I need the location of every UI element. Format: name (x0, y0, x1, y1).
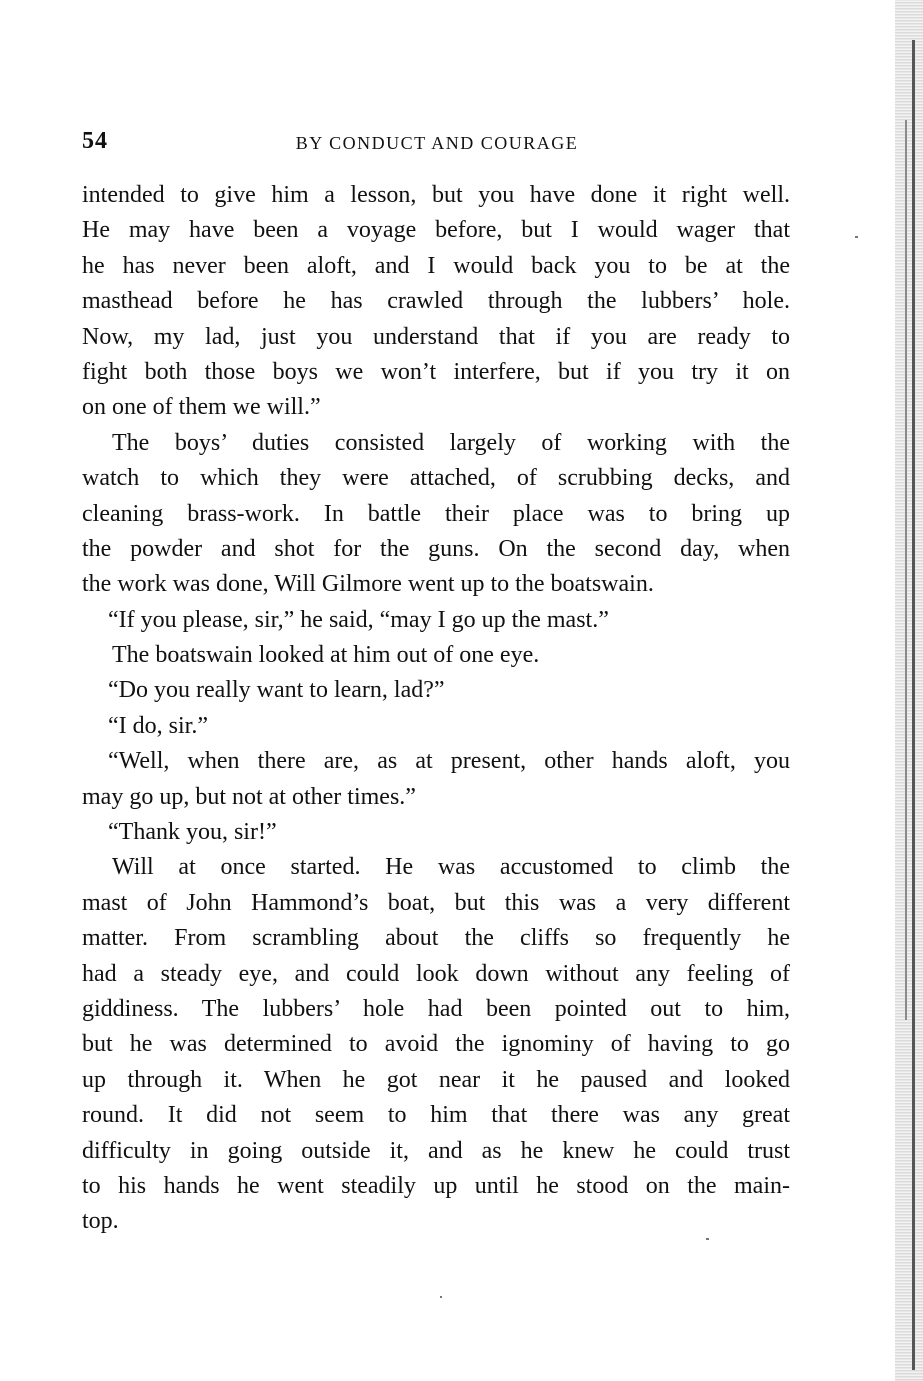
text-line: masthead before he has crawled through the lubbers’ hole. (82, 288, 790, 315)
text-line: may go up, but not at other times.” (82, 783, 416, 810)
text-line: mast of John Hammond’s boat, but this was a very different (82, 889, 790, 916)
text-line: up through it. When he got near it he paused and looked (82, 1066, 790, 1093)
text-line: “I do, sir.” (108, 712, 208, 739)
binding-shadow (912, 40, 915, 1370)
text-line: “Well, when there are, as at present, other hands aloft, you (108, 748, 790, 775)
text-line: to his hands he went steadily up until he stood on the main- (82, 1172, 790, 1199)
text-line: round. It did not seem to him that there was any great (82, 1102, 790, 1129)
text-line: Now, my lad, just you understand that if you are ready to (82, 323, 790, 350)
body-text (82, 178, 790, 1240)
text-line: “Thank you, sir!” (108, 819, 277, 846)
scan-speck (855, 236, 858, 238)
text-line: Will at once started. He was accustomed to climb the (112, 854, 790, 881)
text-line: “Do you really want to learn, lad?” (108, 677, 445, 704)
text-line: The boys’ duties consisted largely of working with the (112, 429, 790, 456)
text-line: fight both those boys we won’t interfere, but if you try it on (82, 358, 790, 385)
text-line: He may have been a voyage before, but I would wager that (82, 217, 790, 244)
page-header (82, 128, 792, 158)
text-line: had a steady eye, and could look down without any feeling of (82, 960, 790, 987)
text-line: the powder and shot for the guns. On the second day, when (82, 535, 790, 562)
text-line: the work was done, Will Gilmore went up to the boatswain. (82, 571, 654, 598)
text-line: matter. From scrambling about the cliffs so frequently he (82, 925, 790, 952)
text-line: but he was determined to avoid the ignominy of having to go (82, 1031, 790, 1058)
text-line: giddiness. The lubbers’ hole had been pointed out to him, (82, 995, 790, 1022)
text-line: The boatswain looked at him out of one eye. (112, 642, 540, 669)
text-line: top. (82, 1208, 119, 1235)
text-line: intended to give him a lesson, but you have done it right well. (82, 182, 790, 208)
text-line: watch to which they were attached, of scrubbing decks, and (82, 465, 790, 492)
text-line: on one of them we will.” (82, 394, 321, 421)
text-line: he has never been aloft, and I would back you to be at the (82, 252, 790, 279)
text-line: cleaning brass-work. In battle their place was to bring up (82, 500, 790, 527)
page-binding-edge (895, 0, 923, 1381)
text-line: “If you please, sir,” he said, “may I go up the mast.” (108, 606, 609, 633)
running-title: BY CONDUCT AND COURAGE (295, 133, 579, 153)
text-line: difficulty in going outside it, and as he knew he could trust (82, 1137, 790, 1164)
scan-speck (440, 1296, 442, 1298)
page-number: 54 (82, 128, 108, 154)
binding-shadow (905, 120, 907, 1020)
scan-speck (706, 1238, 709, 1240)
